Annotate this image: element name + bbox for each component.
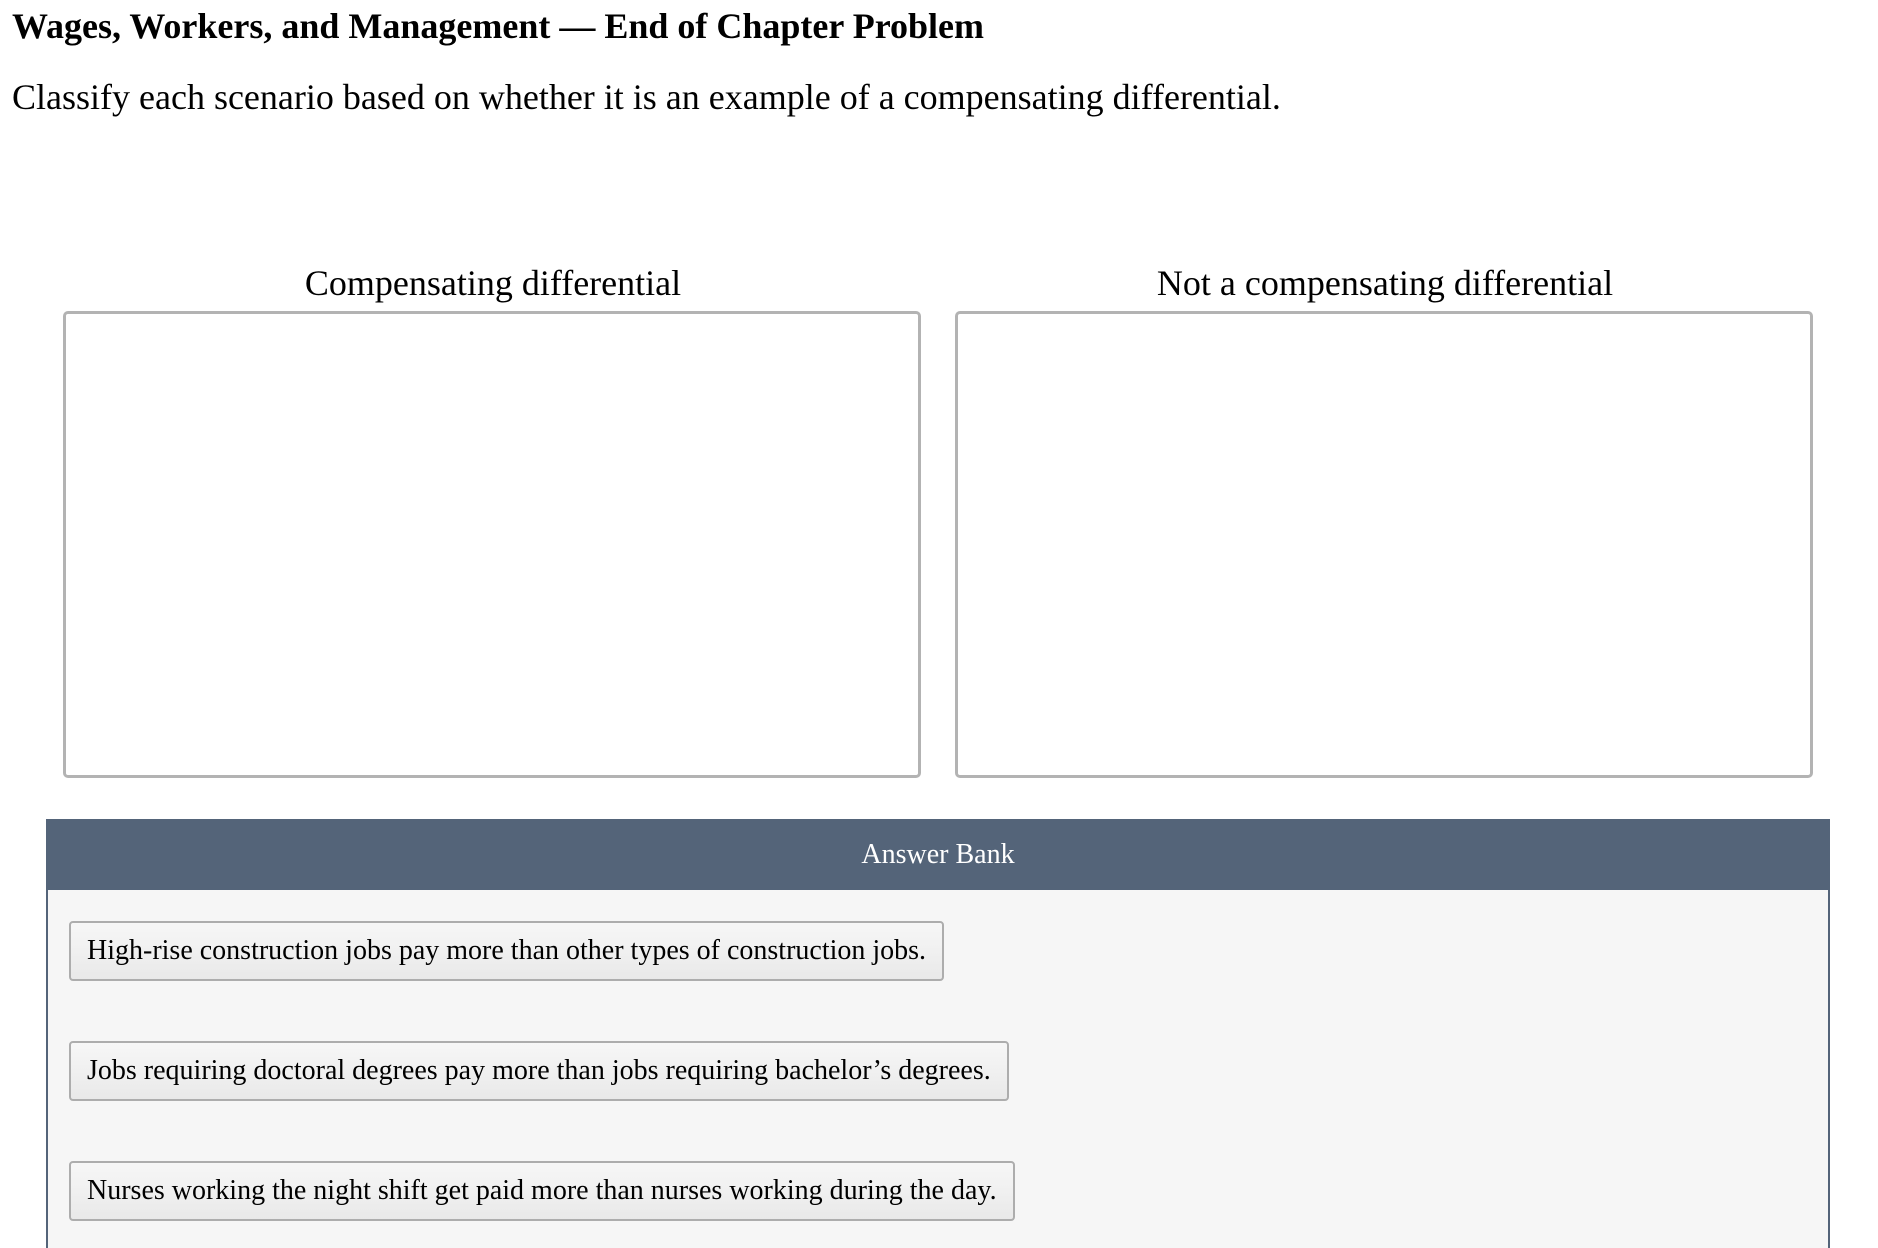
bin-heading-not-compensating: Not a compensating differential bbox=[1156, 263, 1614, 303]
answer-chip[interactable]: Jobs requiring doctoral degrees pay more than jobs requiring bachelor’s degrees. bbox=[69, 1041, 1009, 1101]
drop-zone-not-compensating[interactable] bbox=[955, 311, 1813, 778]
drop-zone-compensating[interactable] bbox=[63, 311, 921, 778]
answer-bank bbox=[46, 819, 1830, 1248]
page-title: Wages, Workers, and Management — End of Chapter Problem bbox=[12, 6, 985, 46]
answer-chip[interactable]: Nurses working the night shift get paid more than nurses working during the day. bbox=[69, 1161, 1015, 1221]
bin-heading-compensating: Compensating differential bbox=[304, 263, 682, 303]
answer-bank-header: Answer Bank bbox=[48, 819, 1828, 890]
instructions-text: Classify each scenario based on whether it is an example of a compensating differential. bbox=[12, 77, 1281, 117]
answer-chip[interactable]: High-rise construction jobs pay more than other types of construction jobs. bbox=[69, 921, 944, 981]
